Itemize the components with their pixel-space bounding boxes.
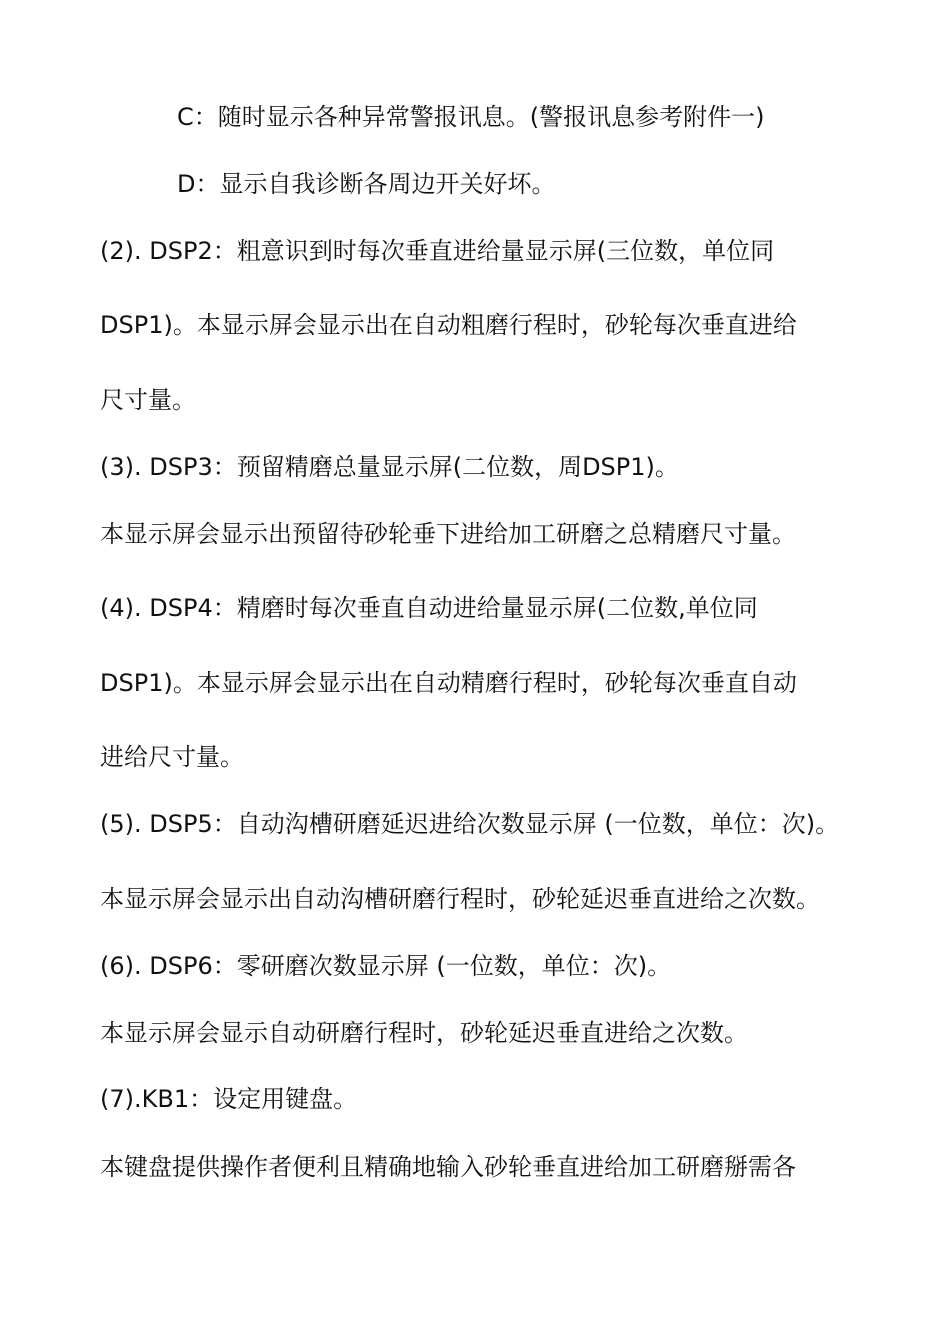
line-dsp4-heading: (4). DSP4：精磨时每次垂直自动进给量显示屏(二位数,单位同: [100, 594, 758, 622]
line-dsp6-heading: (6). DSP6：零研磨次数显示屏 (一位数，单位：次)。: [100, 952, 672, 980]
line-kb1-heading: (7).KB1：设定用键盘。: [100, 1085, 358, 1113]
line-dsp4-body-2: 进给尺寸量。: [100, 743, 244, 771]
line-dsp6-body: 本显示屏会显示自动研磨行程时，砂轮延迟垂直进给之次数。: [100, 1019, 748, 1047]
line-d-self-diagnosis: D：显示自我诊断各周边开关好坏。: [177, 170, 556, 198]
line-c-alarm-display: C：随时显示各种异常警报讯息。(警报讯息参考附件一): [177, 103, 765, 131]
line-dsp2-body-1: DSP1)。本显示屏会显示出在自动粗磨行程时，砂轮每次垂直进给: [100, 311, 797, 339]
line-dsp3-heading: (3). DSP3：预留精磨总量显示屏(二位数，周DSP1)。: [100, 453, 679, 481]
line-dsp5-body: 本显示屏会显示出自动沟槽研磨行程时，砂轮延迟垂直进给之次数。: [100, 885, 820, 913]
line-dsp3-body: 本显示屏会显示出预留待砂轮垂下进给加工研磨之总精磨尺寸量。: [100, 520, 796, 548]
line-dsp2-body-2: 尺寸量。: [100, 386, 196, 414]
line-dsp2-heading: (2). DSP2：粗意识到时每次垂直进给量显示屏(三位数，单位同: [100, 237, 775, 265]
line-kb1-body: 本键盘提供操作者便利且精确地输入砂轮垂直进给加工研磨掰需各: [100, 1153, 796, 1181]
line-dsp5-heading: (5). DSP5：自动沟槽研磨延迟进给次数显示屏 (一位数，单位：次)。: [100, 810, 840, 838]
line-dsp4-body-1: DSP1)。本显示屏会显示出在自动精磨行程时，砂轮每次垂直自动: [100, 669, 797, 697]
